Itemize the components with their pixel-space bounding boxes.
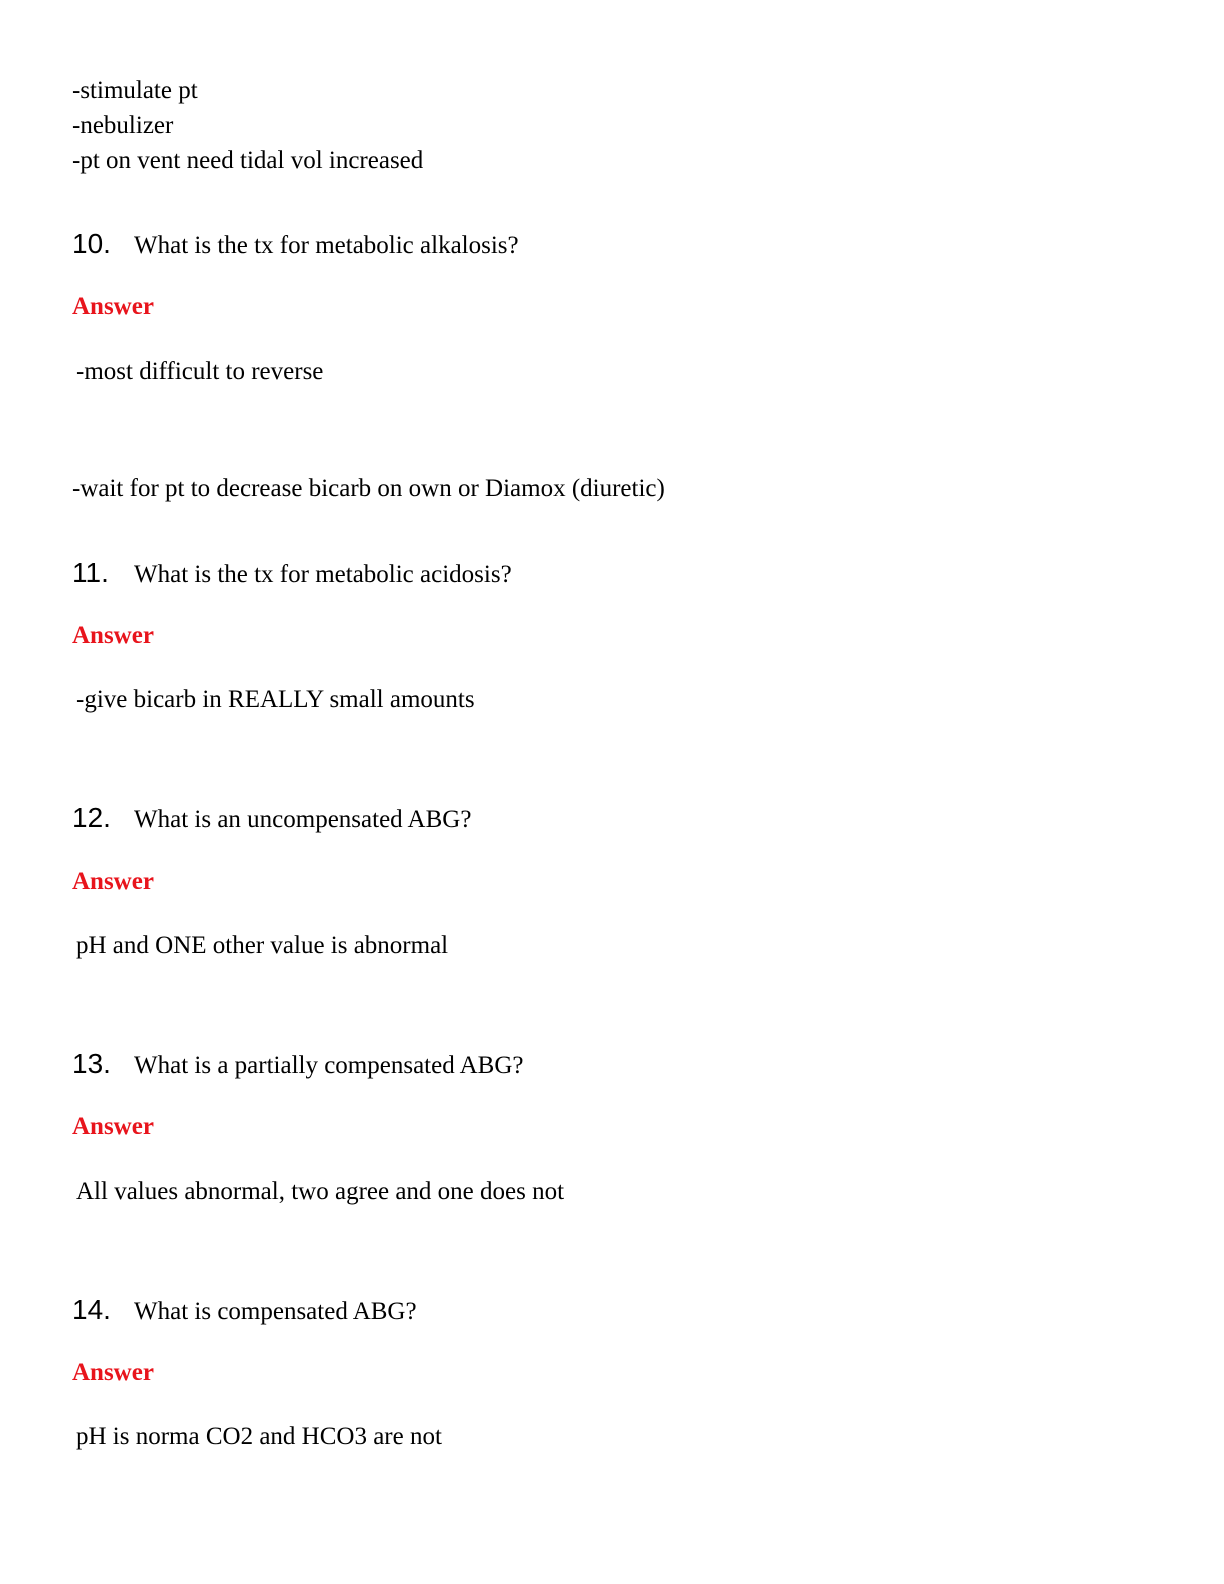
question-13 [72, 1048, 523, 1085]
answer-text: All values abnormal, two agree and one does not [76, 1178, 565, 1205]
answer-label: Answer [72, 868, 154, 895]
answer-label: Answer [72, 1113, 154, 1140]
question-number: 14. [72, 1294, 111, 1325]
answer-text: pH is norma CO2 and HCO3 are not [76, 1423, 442, 1450]
intro-line-stimulate: -stimulate pt [72, 77, 198, 104]
answer-label: Answer [72, 622, 154, 649]
intro-line-nebulizer: -nebulizer [72, 112, 174, 139]
answer-label: Answer [72, 293, 154, 320]
question-text: What is the tx for metabolic acidosis? [134, 561, 512, 588]
answer-text: -wait for pt to decrease bicarb on own or Diamox (diuretic) [72, 475, 665, 502]
question-14 [72, 1294, 417, 1331]
answer-text: -give bicarb in REALLY small amounts [76, 686, 475, 713]
question-text: What is compensated ABG? [134, 1298, 417, 1325]
question-number: 12. [72, 802, 111, 833]
question-number: 11. [72, 557, 109, 588]
question-12 [72, 802, 471, 839]
question-text: What is an uncompensated ABG? [134, 806, 472, 833]
answer-text: pH and ONE other value is abnormal [76, 932, 449, 959]
question-number: 10. [72, 228, 111, 259]
question-11 [72, 557, 512, 594]
question-text: What is the tx for metabolic alkalosis? [134, 232, 519, 259]
question-number: 13. [72, 1048, 111, 1079]
answer-label: Answer [72, 1359, 154, 1386]
answer-text: -most difficult to reverse [76, 358, 324, 385]
question-10 [72, 228, 519, 265]
intro-line-vent: -pt on vent need tidal vol increased [72, 147, 424, 174]
question-text: What is a partially compensated ABG? [134, 1052, 524, 1079]
